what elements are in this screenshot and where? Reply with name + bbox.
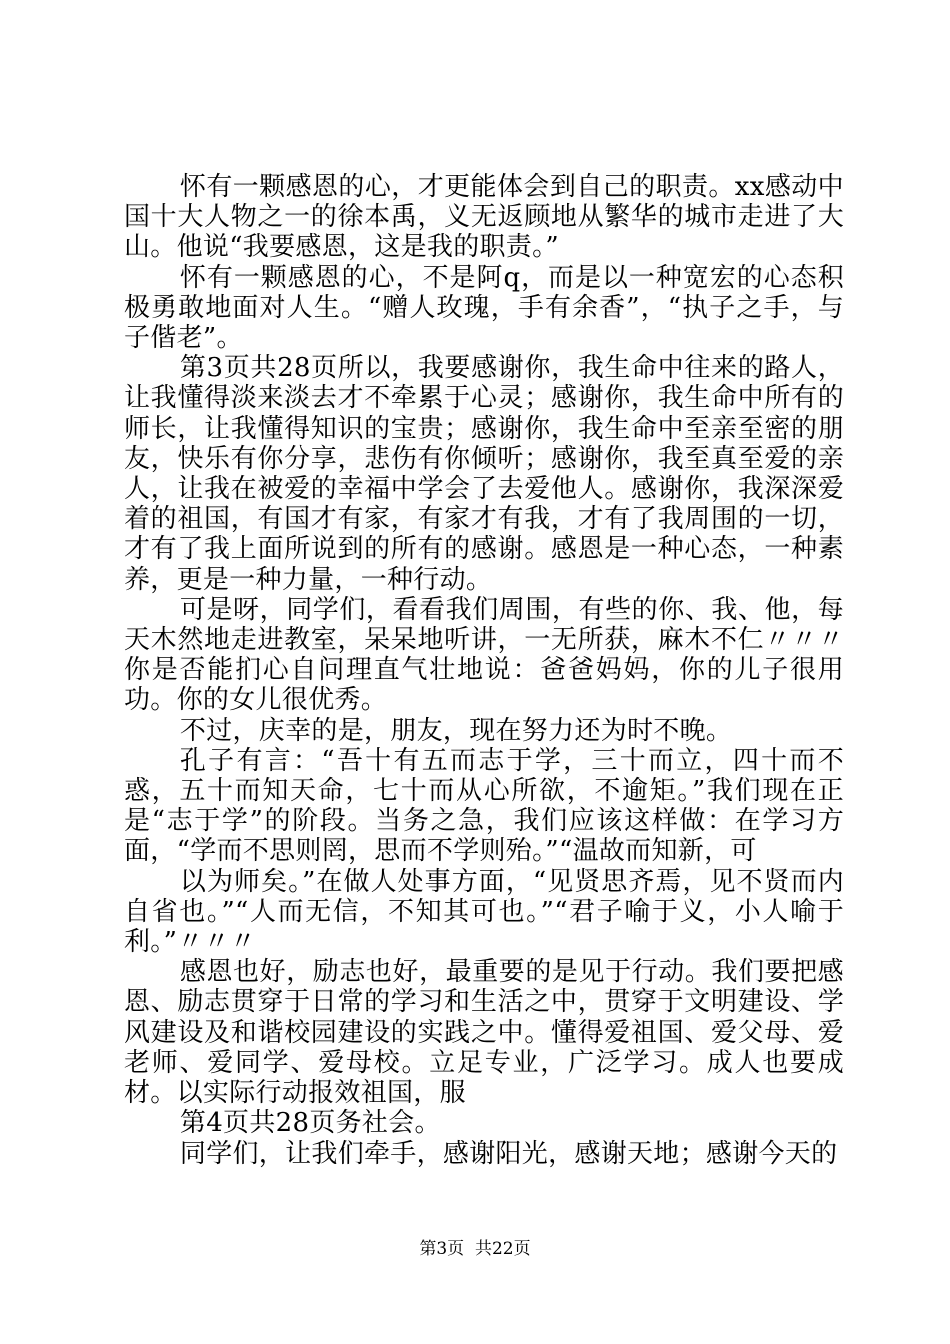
- paragraph-6: 孔子有言：“吾十有五而志于学，三十而立，四十而不惑，五十而知天命，七十而从心所欲，不逾矩。”我们现在正是“志于学”的阶段。当务之急，我们应该这样做：在学习方面，“学而不思则罔，思而不学则殆。”“温故而知新，可: [124, 745, 844, 867]
- document-body: [124, 172, 844, 1169]
- paragraph-5: 不过，庆幸的是，朋友，现在努力还为时不晚。: [179, 715, 733, 746]
- paragraph-1: 怀有一颗感恩的心，才更能体会到自己的职责。xx感动中国十大人物之一的徐本禹，义无返顾地从繁华的城市走进了大山。他说“我要感恩，这是我的职责。”: [124, 172, 844, 263]
- paragraph-9: 第4页共28页务社会。: [179, 1108, 441, 1139]
- paragraph-7: 以为师矣。”在做人处事方面，“见贤思齐焉，见不贤而内自省也。”“人而无信，不知其可也。”“君子喻于义，小人喻于利。”〃〃〃: [124, 866, 844, 958]
- paragraph-10: 同学们，让我们牵手，感谢阳光，感谢天地；感谢今天的: [179, 1138, 838, 1169]
- paragraph-3: 第3页共28页所以，我要感谢你，我生命中往来的路人，让我懂得淡来淡去才不牵累于心灵；感谢你，我生命中所有的师长，让我懂得知识的宝贵；感谢你，我生命中至亲至密的朋友，快乐有你分享，悲伤有你倾听；感谢你，我至真至爱的亲人，让我在被爱的幸福中学会了去爱他人。感谢你，我深深爱着的祖国，有国才有家，有家才有我，才有了我周围的一切，才有了我上面所说到的所有的感谢。感恩是一种心态，一种素养，更是一种力量，一种行动。: [124, 353, 844, 595]
- paragraph-4: 可是呀，同学们，看看我们周围，有些的你、我、他，每天木然地走进教室，呆呆地听讲，一无所获，麻木不仁〃〃〃你是否能扪心自问理直气壮地说：爸爸妈妈，你的儿子很用功。你的女儿很优秀。: [124, 594, 844, 716]
- page-footer: 第3页 共22页: [419, 1239, 531, 1259]
- paragraph-8: 感恩也好，励志也好，最重要的是见于行动。我们要把感恩、励志贯穿于日常的学习和生活之中，贯穿于文明建设、学风建设及和谐校园建设的实践之中。懂得爱祖国、爱父母、爱老师、爱同学、爱母校。立足专业，广泛学习。成人也要成材。以实际行动报效祖国，服: [124, 957, 844, 1109]
- paragraph-2: 怀有一颗感恩的心，不是阿q，而是以一种宽宏的心态积极勇敢地面对人生。“赠人玫瑰，手有余香”，“执子之手，与子偕老”。: [124, 262, 844, 354]
